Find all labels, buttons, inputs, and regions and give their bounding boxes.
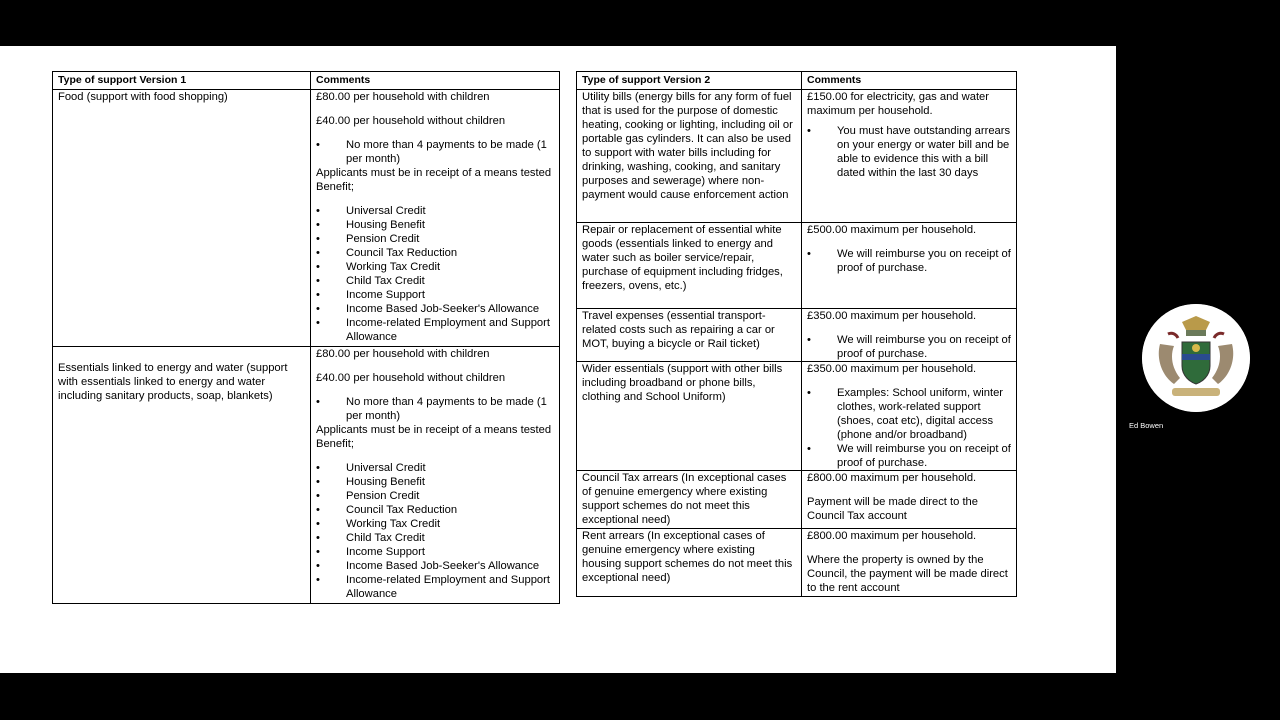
list-item: • Examples: School uniform, winter clothes, work-related support (shoes, coat etc), digital access (phone and/or broadband) — [807, 386, 1011, 442]
amount-without-children: £40.00 per household without children — [316, 115, 506, 127]
row-comments-white-goods — [802, 223, 1017, 309]
table-row — [577, 471, 1017, 529]
header-comments: Comments — [311, 72, 560, 90]
council-coat-of-arms-icon[interactable] — [1142, 304, 1250, 412]
table-row — [53, 90, 560, 347]
list-item: • We will reimburse you on receipt of proof of purchase. — [807, 247, 1011, 275]
list-item: • Income Support — [316, 545, 554, 559]
header-type: Type of support Version 1 — [53, 72, 311, 90]
amount-text: £150.00 for electricity, gas and water maximum per household. — [807, 91, 989, 117]
list-item: • Income Based Job-Seeker's Allowance — [316, 302, 554, 316]
applicants-text: Applicants must be in receipt of a means tested Benefit; — [316, 424, 552, 450]
row-type-travel: Travel expenses (essential transport-related costs such as repairing a car or MOT, buying a bicycle or Rail ticket) — [577, 309, 802, 362]
list-item: • Income Based Job-Seeker's Allowance — [316, 559, 554, 573]
list-item: • You must have outstanding arrears on your energy or water bill and be able to evidence this with a bill dated within the last 30 days — [807, 124, 1011, 180]
row-type-wider-essentials: Wider essentials (support with other bills including broadband or phone bills, clothing and School Uniform) — [577, 362, 802, 471]
row-comments-utility-bills — [802, 90, 1017, 223]
table-row — [577, 90, 1017, 223]
list-item: • Council Tax Reduction — [316, 503, 554, 517]
row-type-utility-bills: Utility bills (energy bills for any form of fuel that is used for the purpose of domestic heating, cooking or lighting, including oil or portable gas cylinders. It can also be used to support with water bills including for drinking, washing, cooking, and sanitary purposes and sewerage) where non-payment would cause enforcement action — [577, 90, 802, 223]
support-table-version-1 — [52, 71, 560, 604]
row-comments-wider-essentials — [802, 362, 1017, 471]
amount-text: £350.00 maximum per household. — [807, 310, 977, 322]
list-item: • Child Tax Credit — [316, 531, 554, 545]
amount-with-children: £80.00 per household with children — [316, 91, 490, 103]
support-table-version-2 — [576, 71, 1017, 597]
header-comments: Comments — [802, 72, 1017, 90]
bullet-list — [807, 247, 1011, 275]
list-item: • Child Tax Credit — [316, 274, 554, 288]
row-type-rent: Rent arrears (In exceptional cases of genuine emergency where existing housing support schemes do not meet this exceptional need) — [577, 529, 802, 597]
row-type-white-goods: Repair or replacement of essential white goods (essentials linked to energy and water such as boiler service/repair, purchase of equipment including fridges, freezers, ovens, etc.) — [577, 223, 802, 309]
table-row — [577, 309, 1017, 362]
list-item: • Housing Benefit — [316, 475, 554, 489]
table-row — [53, 347, 560, 604]
list-item: • Pension Credit — [316, 489, 554, 503]
amount-text: £500.00 maximum per household. — [807, 224, 977, 236]
note-text: Where the property is owned by the Council, the payment will be made direct to the rent account — [807, 554, 1008, 594]
list-item: • Working Tax Credit — [316, 517, 554, 531]
list-item: • No more than 4 payments to be made (1 per month) — [316, 395, 554, 423]
row-comments-rent — [802, 529, 1017, 597]
bullet-list — [807, 124, 1011, 180]
list-item: • Housing Benefit — [316, 218, 554, 232]
row-type-council-tax: Council Tax arrears (In exceptional cases of genuine emergency where existing support schemes do not meet this exceptional need) — [577, 471, 802, 529]
row-comments-travel — [802, 309, 1017, 362]
amount-without-children: £40.00 per household without children — [316, 372, 506, 384]
row-type-food: Food (support with food shopping) — [53, 90, 311, 347]
benefit-list — [316, 461, 554, 601]
list-item: • Pension Credit — [316, 232, 554, 246]
list-item: • We will reimburse you on receipt of proof of purchase. — [807, 333, 1011, 361]
table-header-row — [53, 72, 560, 90]
list-item: • Working Tax Credit — [316, 260, 554, 274]
table-header-row — [577, 72, 1017, 90]
table-row — [577, 529, 1017, 597]
bullet-list — [316, 138, 554, 166]
list-item: • Council Tax Reduction — [316, 246, 554, 260]
header-type: Type of support Version 2 — [577, 72, 802, 90]
row-comments-council-tax — [802, 471, 1017, 529]
applicants-text: Applicants must be in receipt of a means tested Benefit; — [316, 167, 552, 193]
list-item: • Income-related Employment and Support Allowance — [316, 573, 554, 601]
amount-with-children: £80.00 per household with children — [316, 348, 490, 360]
list-item: • Universal Credit — [316, 461, 554, 475]
benefit-list — [316, 204, 554, 344]
bullet-list — [316, 395, 554, 423]
list-item: • Income-related Employment and Support Allowance — [316, 316, 554, 344]
amount-text: £800.00 maximum per household. — [807, 472, 977, 484]
list-item: • No more than 4 payments to be made (1 per month) — [316, 138, 554, 166]
bullet-list — [807, 386, 1011, 470]
coat-of-arms-svg — [1142, 304, 1250, 412]
list-item: • Universal Credit — [316, 204, 554, 218]
list-item: • We will reimburse you on receipt of proof of purchase. — [807, 442, 1011, 470]
participant-name: Ed Bowen — [1129, 421, 1164, 430]
amount-text: £800.00 maximum per household. — [807, 530, 977, 542]
bullet-list — [807, 333, 1011, 361]
table-row — [577, 223, 1017, 309]
table-row — [577, 362, 1017, 471]
amount-text: £350.00 maximum per household. — [807, 363, 977, 375]
row-type-essentials — [53, 347, 311, 604]
list-item: • Income Support — [316, 288, 554, 302]
row-comments-food — [311, 90, 560, 347]
row-comments-essentials — [311, 347, 560, 604]
row-type-text: Essentials linked to energy and water (support with essentials linked to energy and water including sanitary products, soap, blankets) — [58, 362, 288, 402]
note-text: Payment will be made direct to the Council Tax account — [807, 496, 979, 522]
